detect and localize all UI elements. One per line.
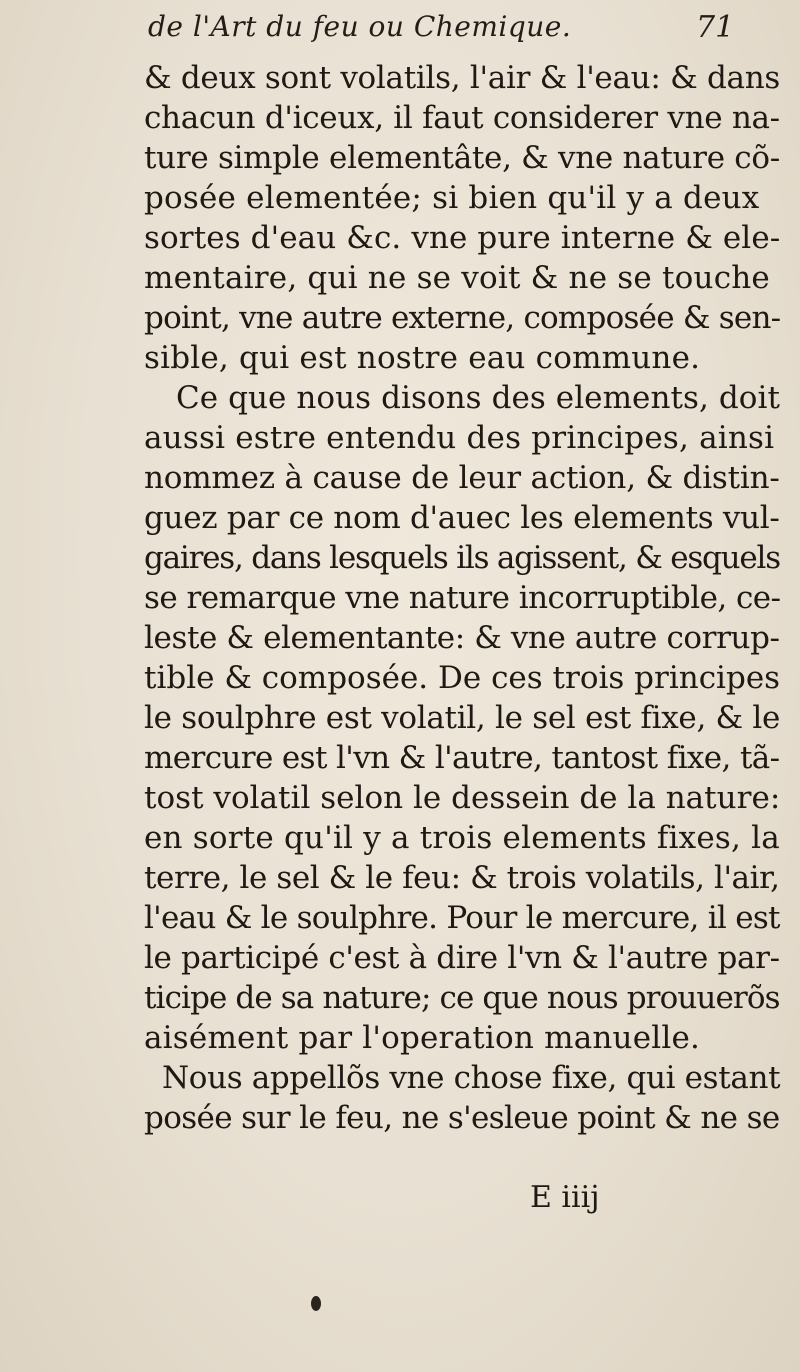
page-header (0, 10, 800, 50)
text-line: leste & elementante: & vne autre corrup- (144, 620, 780, 656)
text-line: chacun d'iceux, il faut considerer vne na- (144, 100, 780, 136)
text-line: posée sur le feu, ne s'esleue point & ne se (144, 1100, 780, 1136)
page-number: 71 (696, 10, 735, 45)
running-title: de l'Art du feu ou Chemique. (148, 10, 572, 43)
text-line: le soulphre est volatil, le sel est fixe, & le (144, 700, 781, 736)
text-line: nommez à cause de leur action, & distin- (144, 460, 780, 496)
text-line: point, vne autre externe, composée & sen- (144, 300, 781, 336)
text-line: gaires, dans lesquels ils agissent, & esquels (144, 540, 780, 576)
text-line: tible & composée. De ces trois principes (144, 660, 781, 696)
text-line: aisément par l'operation manuelle. (144, 1020, 701, 1056)
text-line: se remarque vne nature incorruptible, ce- (144, 580, 781, 616)
text-line-indented: Nous appellõs vne chose fixe, qui estant (162, 1060, 781, 1096)
text-line: mercure est l'vn & l'autre, tantost fixe, tã- (144, 740, 780, 776)
text-line: sible, qui est nostre eau commune. (144, 340, 701, 376)
signature-mark: E iiij (530, 1180, 600, 1215)
text-line: le participé c'est à dire l'vn & l'autre par- (144, 940, 780, 976)
text-line: sortes d'eau &c. vne pure interne & ele- (144, 220, 781, 256)
ink-blot (311, 1296, 321, 1311)
text-line: ticipe de sa nature; ce que nous prouuerõs (144, 980, 780, 1016)
text-line: l'eau & le soulphre. Pour le mercure, il est (144, 900, 780, 936)
text-line: terre, le sel & le feu: & trois volatils, l'air, (144, 860, 780, 896)
text-line-indented: Ce que nous disons des elements, doit (176, 380, 780, 416)
text-line: tost volatil selon le dessein de la nature: (144, 780, 781, 816)
text-line: posée elementée; si bien qu'il y a deux (144, 180, 760, 216)
text-line: & deux sont volatils, l'air & l'eau: & dans (144, 60, 780, 96)
text-line: ture simple elementâte, & vne nature cõ- (144, 140, 780, 176)
text-line: aussi estre entendu des principes, ainsi (144, 420, 775, 456)
text-line: mentaire, qui ne se voit & ne se touche (144, 260, 770, 296)
text-line: en sorte qu'il y a trois elements fixes, la (144, 820, 780, 856)
text-line: guez par ce nom d'auec les elements vul- (144, 500, 780, 536)
